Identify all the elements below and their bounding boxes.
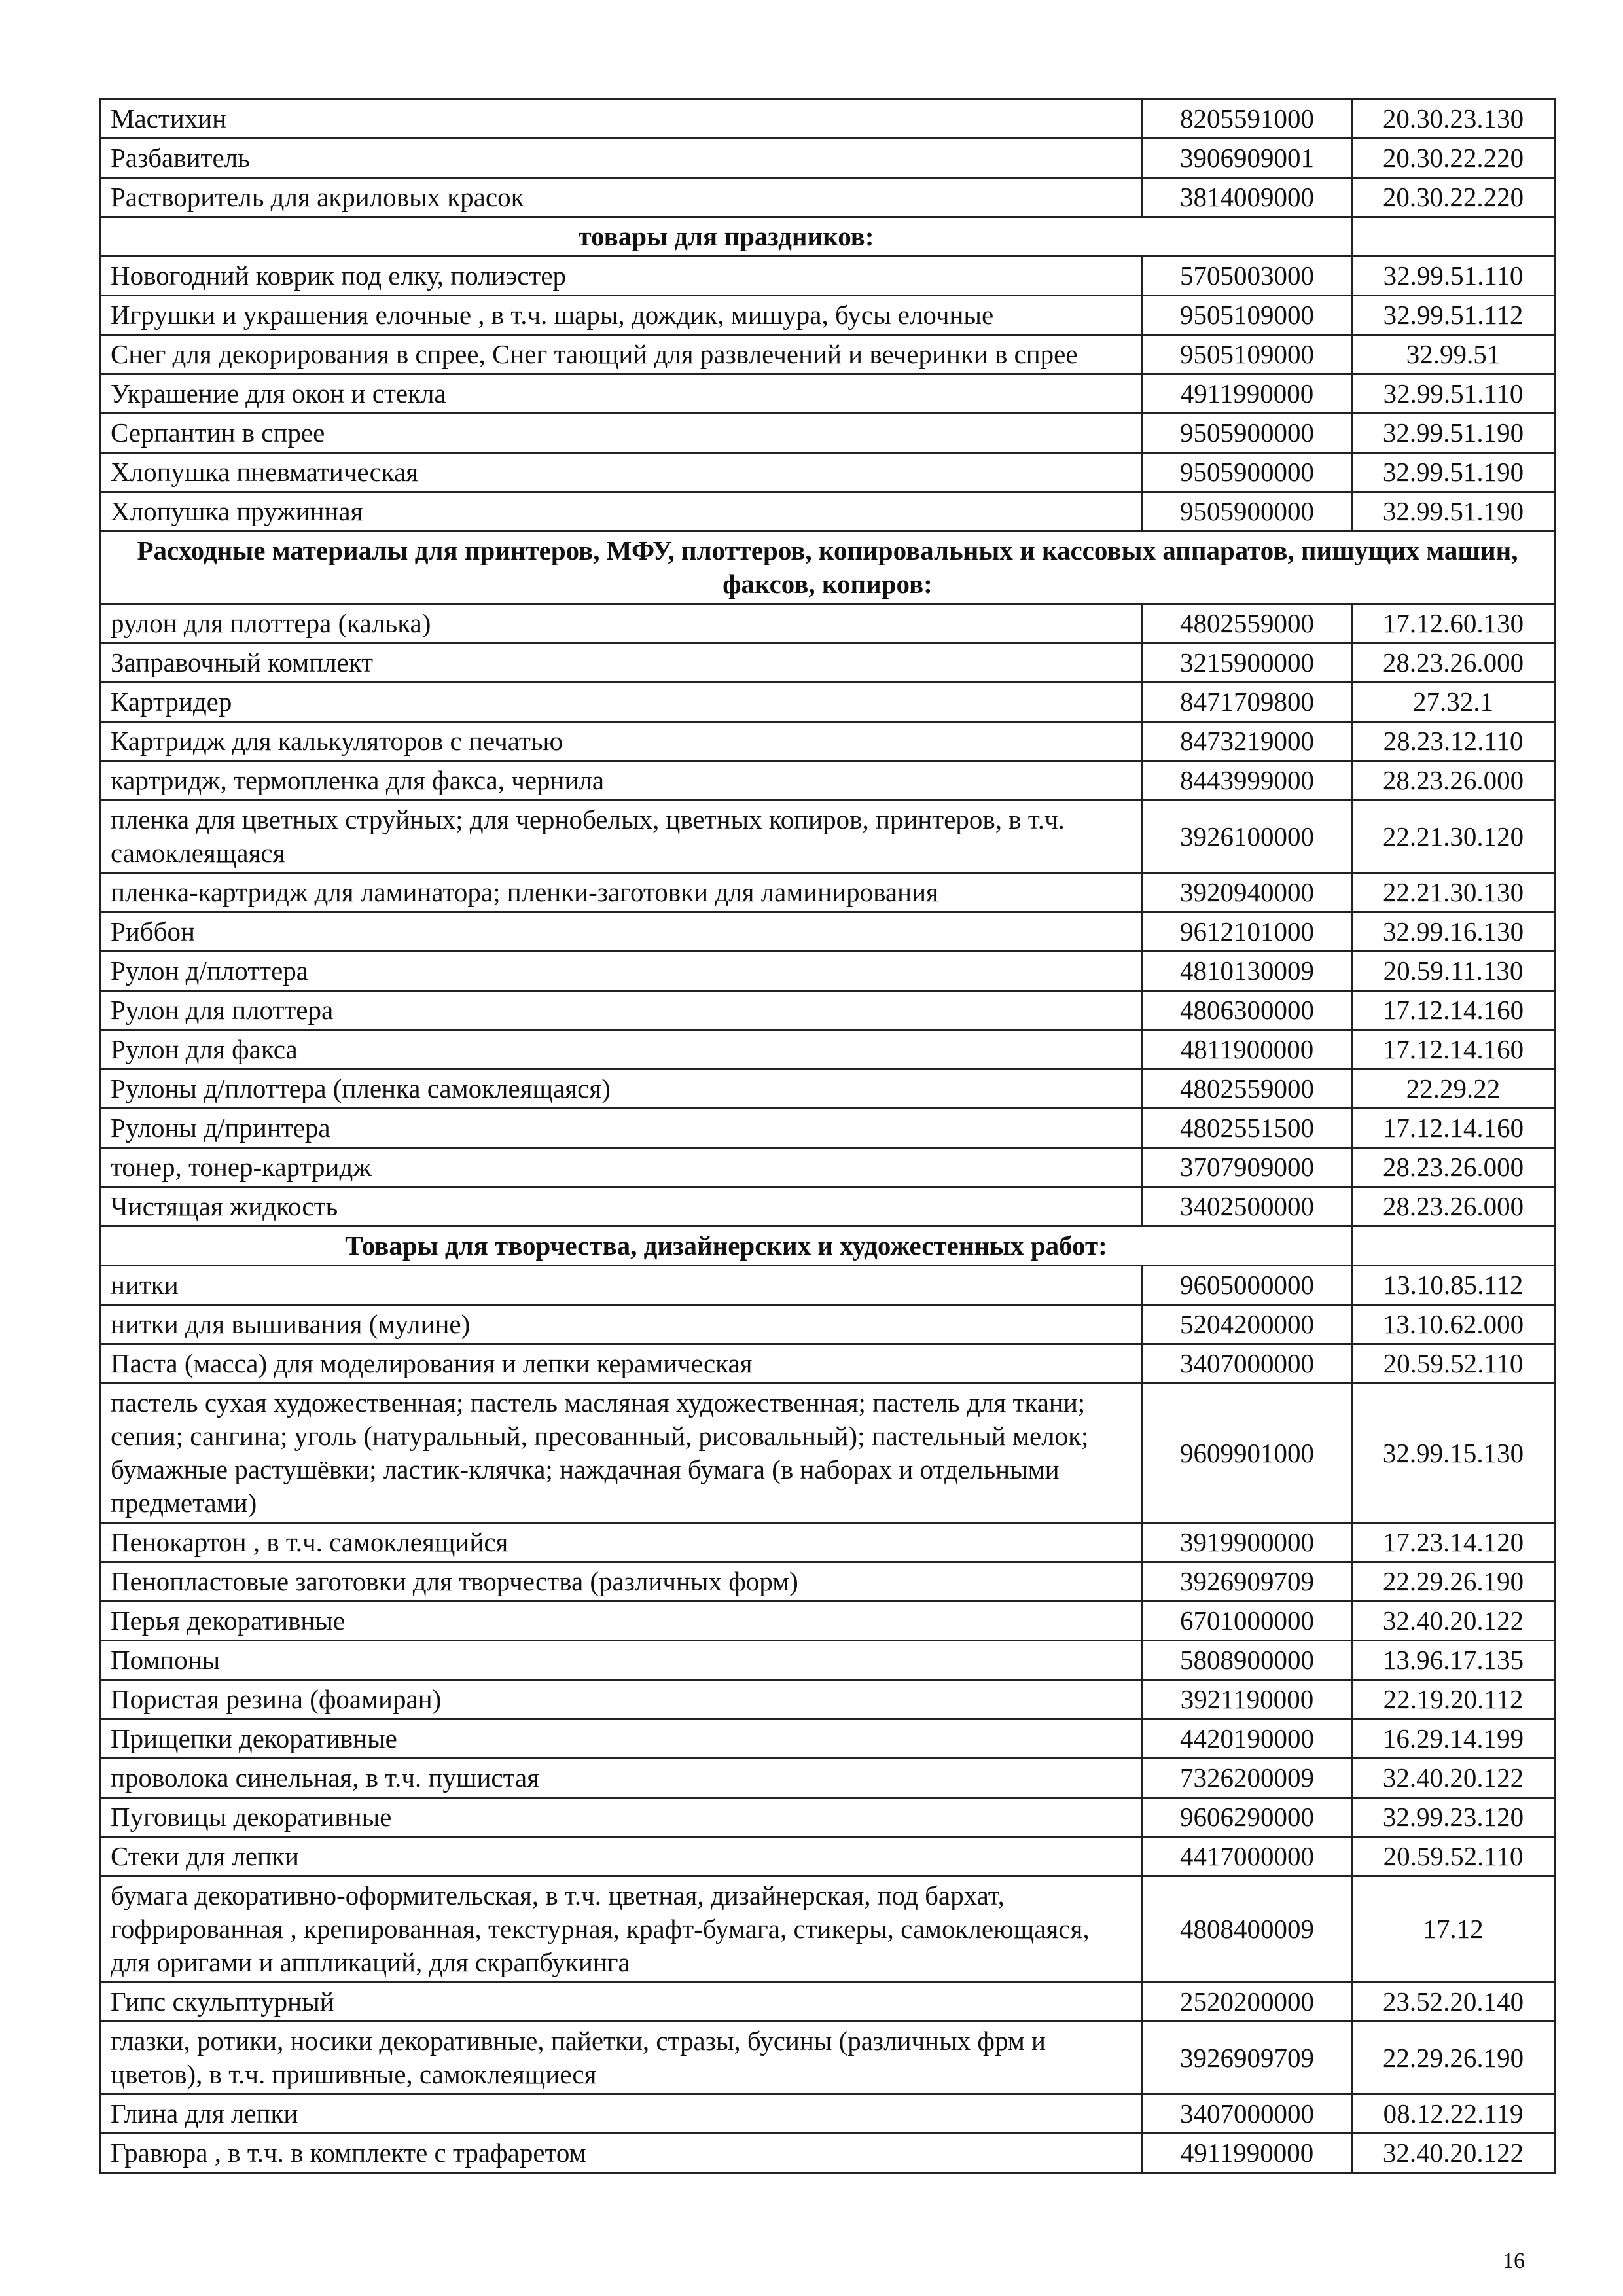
tn-ved-code-cell: 9505109000 bbox=[1143, 335, 1352, 374]
table-row bbox=[101, 1384, 1555, 1523]
item-name-cell: Мастихин bbox=[101, 99, 1143, 139]
item-name-cell: Глина для лепки bbox=[101, 2094, 1143, 2134]
table-row bbox=[101, 1837, 1555, 1876]
table-row bbox=[101, 99, 1555, 139]
okpd2-code-cell: 20.59.52.110 bbox=[1352, 1344, 1555, 1384]
okpd2-code-cell: 28.23.12.110 bbox=[1352, 722, 1555, 761]
goods-table bbox=[99, 98, 1556, 2174]
okpd2-code-cell: 17.12 bbox=[1352, 1876, 1555, 1982]
table-row bbox=[101, 2134, 1555, 2173]
tn-ved-code-cell: 8205591000 bbox=[1143, 99, 1352, 139]
table-row bbox=[101, 1266, 1555, 1305]
tn-ved-code-cell: 4811900000 bbox=[1143, 1030, 1352, 1069]
tn-ved-code-cell: 3215900000 bbox=[1143, 643, 1352, 683]
table-row bbox=[101, 1641, 1555, 1680]
table-row bbox=[101, 1798, 1555, 1837]
table-row bbox=[101, 2094, 1555, 2134]
item-name-cell: бумага декоративно-оформительская, в т.ч. цветная, дизайнерская, под бархат, гофрированная , крепированная, текстурная, крафт-бумага, стикеры, самоклеющаяся, для оригами и аппликаций, для скрапбукинга bbox=[101, 1876, 1143, 1982]
table-row bbox=[101, 952, 1555, 991]
item-name-cell: нитки bbox=[101, 1266, 1143, 1305]
tn-ved-code-cell: 9505900000 bbox=[1143, 453, 1352, 492]
table-row bbox=[101, 1602, 1555, 1641]
item-name-cell: Рулон для факса bbox=[101, 1030, 1143, 1069]
tn-ved-code-cell: 5705003000 bbox=[1143, 257, 1352, 296]
tn-ved-code-cell: 2520200000 bbox=[1143, 1982, 1352, 2022]
okpd2-code-cell: 20.30.23.130 bbox=[1352, 99, 1555, 139]
page-number: 16 bbox=[1503, 2249, 1525, 2273]
tn-ved-code-cell: 4808400009 bbox=[1143, 1876, 1352, 1982]
tn-ved-code-cell: 8471709800 bbox=[1143, 683, 1352, 722]
okpd2-code-cell: 22.29.26.190 bbox=[1352, 1562, 1555, 1602]
item-name-cell: Рулон д/плоттера bbox=[101, 952, 1143, 991]
item-name-cell: Заправочный комплект bbox=[101, 643, 1143, 683]
okpd2-code-cell: 32.40.20.122 bbox=[1352, 1759, 1555, 1798]
table-body bbox=[101, 99, 1555, 2173]
item-name-cell: Гипс скульптурный bbox=[101, 1982, 1143, 2022]
section-header-row bbox=[101, 217, 1555, 257]
okpd2-code-cell: 22.29.22 bbox=[1352, 1069, 1555, 1109]
okpd2-code-cell: 20.30.22.220 bbox=[1352, 178, 1555, 217]
okpd2-code-cell: 20.30.22.220 bbox=[1352, 139, 1555, 178]
tn-ved-code-cell: 3906909001 bbox=[1143, 139, 1352, 178]
okpd2-code-cell: 22.29.26.190 bbox=[1352, 2022, 1555, 2094]
table-row bbox=[101, 1523, 1555, 1562]
tn-ved-code-cell: 3926909709 bbox=[1143, 2022, 1352, 2094]
tn-ved-code-cell: 4810130009 bbox=[1143, 952, 1352, 991]
tn-ved-code-cell: 3814009000 bbox=[1143, 178, 1352, 217]
section-title: Расходные материалы для принтеров, МФУ, плоттеров, копировальных и кассовых аппаратов, пишущих машин, факсов, копиров: bbox=[101, 531, 1555, 604]
tn-ved-code-cell: 4802559000 bbox=[1143, 604, 1352, 643]
table-row bbox=[101, 683, 1555, 722]
table-row bbox=[101, 1562, 1555, 1602]
table-row bbox=[101, 1187, 1555, 1227]
tn-ved-code-cell: 4802559000 bbox=[1143, 1069, 1352, 1109]
table-row bbox=[101, 991, 1555, 1030]
tn-ved-code-cell: 8443999000 bbox=[1143, 761, 1352, 800]
item-name-cell: Риббон bbox=[101, 912, 1143, 952]
item-name-cell: Игрушки и украшения елочные , в т.ч. шары, дождик, мишура, бусы елочные bbox=[101, 296, 1143, 335]
okpd2-code-cell: 32.99.23.120 bbox=[1352, 1798, 1555, 1837]
item-name-cell: Пенокартон , в т.ч. самоклеящийся bbox=[101, 1523, 1143, 1562]
tn-ved-code-cell: 3407000000 bbox=[1143, 1344, 1352, 1384]
table-row bbox=[101, 1719, 1555, 1759]
table-row bbox=[101, 1759, 1555, 1798]
table-row bbox=[101, 604, 1555, 643]
item-name-cell: Стеки для лепки bbox=[101, 1837, 1143, 1876]
okpd2-code-cell: 17.12.14.160 bbox=[1352, 1109, 1555, 1148]
tn-ved-code-cell: 9606290000 bbox=[1143, 1798, 1352, 1837]
item-name-cell: Рулоны д/плоттера (пленка самоклеящаяся) bbox=[101, 1069, 1143, 1109]
okpd2-code-cell: 13.96.17.135 bbox=[1352, 1641, 1555, 1680]
okpd2-code-cell: 08.12.22.119 bbox=[1352, 2094, 1555, 2134]
okpd2-code-cell: 17.12.14.160 bbox=[1352, 991, 1555, 1030]
item-name-cell: пленка для цветных струйных; для чернобелых, цветных копиров, принтеров, в т.ч. самоклеящаяся bbox=[101, 800, 1143, 873]
okpd2-code-cell: 22.21.30.130 bbox=[1352, 873, 1555, 912]
okpd2-code-cell: 17.12.60.130 bbox=[1352, 604, 1555, 643]
tn-ved-code-cell: 5204200000 bbox=[1143, 1305, 1352, 1344]
section-header-row bbox=[101, 1227, 1555, 1266]
okpd2-code-cell: 20.59.52.110 bbox=[1352, 1837, 1555, 1876]
section-title: Товары для творчества, дизайнерских и художестенных работ: bbox=[101, 1227, 1352, 1266]
item-name-cell: тонер, тонер-картридж bbox=[101, 1148, 1143, 1187]
okpd2-code-cell: 27.32.1 bbox=[1352, 683, 1555, 722]
okpd2-code-cell: 16.29.14.199 bbox=[1352, 1719, 1555, 1759]
table-row bbox=[101, 1069, 1555, 1109]
okpd2-code-cell: 23.52.20.140 bbox=[1352, 1982, 1555, 2022]
tn-ved-code-cell: 8473219000 bbox=[1143, 722, 1352, 761]
tn-ved-code-cell: 3407000000 bbox=[1143, 2094, 1352, 2134]
tn-ved-code-cell: 9612101000 bbox=[1143, 912, 1352, 952]
okpd2-code-cell: 32.99.51.112 bbox=[1352, 296, 1555, 335]
okpd2-code-cell: 32.99.51.110 bbox=[1352, 257, 1555, 296]
item-name-cell: пленка-картридж для ламинатора; пленки-заготовки для ламинирования bbox=[101, 873, 1143, 912]
empty-cell bbox=[1352, 1227, 1555, 1266]
table-row bbox=[101, 1305, 1555, 1344]
table-row bbox=[101, 1030, 1555, 1069]
okpd2-code-cell: 32.40.20.122 bbox=[1352, 1602, 1555, 1641]
okpd2-code-cell: 32.99.51 bbox=[1352, 335, 1555, 374]
okpd2-code-cell: 28.23.26.000 bbox=[1352, 761, 1555, 800]
tn-ved-code-cell: 4911990000 bbox=[1143, 2134, 1352, 2173]
table-row bbox=[101, 2022, 1555, 2094]
item-name-cell: Паста (масса) для моделирования и лепки керамическая bbox=[101, 1344, 1143, 1384]
tn-ved-code-cell: 3402500000 bbox=[1143, 1187, 1352, 1227]
okpd2-code-cell: 22.19.20.112 bbox=[1352, 1680, 1555, 1719]
table-row bbox=[101, 374, 1555, 414]
item-name-cell: Хлопушка пневматическая bbox=[101, 453, 1143, 492]
item-name-cell: Перья декоративные bbox=[101, 1602, 1143, 1641]
tn-ved-code-cell: 3707909000 bbox=[1143, 1148, 1352, 1187]
item-name-cell: нитки для вышивания (мулине) bbox=[101, 1305, 1143, 1344]
item-name-cell: Пенопластовые заготовки для творчества (различных форм) bbox=[101, 1562, 1143, 1602]
item-name-cell: проволока синельная, в т.ч. пушистая bbox=[101, 1759, 1143, 1798]
table-row bbox=[101, 414, 1555, 453]
item-name-cell: Картридж для калькуляторов с печатью bbox=[101, 722, 1143, 761]
item-name-cell: Гравюра , в т.ч. в комплекте с трафаретом bbox=[101, 2134, 1143, 2173]
tn-ved-code-cell: 9505900000 bbox=[1143, 414, 1352, 453]
table-row bbox=[101, 912, 1555, 952]
item-name-cell: Прищепки декоративные bbox=[101, 1719, 1143, 1759]
table-row bbox=[101, 453, 1555, 492]
table-row bbox=[101, 800, 1555, 873]
tn-ved-code-cell: 9505900000 bbox=[1143, 492, 1352, 531]
table-row bbox=[101, 722, 1555, 761]
table-row bbox=[101, 1109, 1555, 1148]
okpd2-code-cell: 17.23.14.120 bbox=[1352, 1523, 1555, 1562]
item-name-cell: Помпоны bbox=[101, 1641, 1143, 1680]
okpd2-code-cell: 32.99.51.190 bbox=[1352, 414, 1555, 453]
table-row bbox=[101, 178, 1555, 217]
table-row bbox=[101, 873, 1555, 912]
okpd2-code-cell: 32.99.51.190 bbox=[1352, 453, 1555, 492]
empty-cell bbox=[1352, 217, 1555, 257]
okpd2-code-cell: 17.12.14.160 bbox=[1352, 1030, 1555, 1069]
item-name-cell: глазки, ротики, носики декоративные, пайетки, стразы, бусины (различных фрм и цветов), в т.ч. пришивные, самоклеящиеся bbox=[101, 2022, 1143, 2094]
okpd2-code-cell: 22.21.30.120 bbox=[1352, 800, 1555, 873]
item-name-cell: Серпантин в спрее bbox=[101, 414, 1143, 453]
tn-ved-code-cell: 9605000000 bbox=[1143, 1266, 1352, 1305]
okpd2-code-cell: 28.23.26.000 bbox=[1352, 643, 1555, 683]
tn-ved-code-cell: 4802551500 bbox=[1143, 1109, 1352, 1148]
tn-ved-code-cell: 3926100000 bbox=[1143, 800, 1352, 873]
item-name-cell: Чистящая жидкость bbox=[101, 1187, 1143, 1227]
tn-ved-code-cell: 9505109000 bbox=[1143, 296, 1352, 335]
item-name-cell: Пористая резина (фоамиран) bbox=[101, 1680, 1143, 1719]
okpd2-code-cell: 28.23.26.000 bbox=[1352, 1148, 1555, 1187]
okpd2-code-cell: 13.10.85.112 bbox=[1352, 1266, 1555, 1305]
item-name-cell: Картридер bbox=[101, 683, 1143, 722]
okpd2-code-cell: 28.23.26.000 bbox=[1352, 1187, 1555, 1227]
tn-ved-code-cell: 4911990000 bbox=[1143, 374, 1352, 414]
table-row bbox=[101, 139, 1555, 178]
item-name-cell: Пуговицы декоративные bbox=[101, 1798, 1143, 1837]
table-row bbox=[101, 1982, 1555, 2022]
tn-ved-code-cell: 3926909709 bbox=[1143, 1562, 1352, 1602]
item-name-cell: Хлопушка пружинная bbox=[101, 492, 1143, 531]
item-name-cell: Украшение для окон и стекла bbox=[101, 374, 1143, 414]
section-title: товары для праздников: bbox=[101, 217, 1352, 257]
table-row bbox=[101, 1344, 1555, 1384]
table-row bbox=[101, 1876, 1555, 1982]
okpd2-code-cell: 32.40.20.122 bbox=[1352, 2134, 1555, 2173]
tn-ved-code-cell: 3921190000 bbox=[1143, 1680, 1352, 1719]
tn-ved-code-cell: 3919900000 bbox=[1143, 1523, 1352, 1562]
item-name-cell: Рулон для плоттера bbox=[101, 991, 1143, 1030]
item-name-cell: Снег для декорирования в спрее, Снег тающий для развлечений и вечеринки в спрее bbox=[101, 335, 1143, 374]
section-header-row bbox=[101, 531, 1555, 604]
item-name-cell: Рулоны д/принтера bbox=[101, 1109, 1143, 1148]
okpd2-code-cell: 20.59.11.130 bbox=[1352, 952, 1555, 991]
okpd2-code-cell: 32.99.51.110 bbox=[1352, 374, 1555, 414]
tn-ved-code-cell: 9609901000 bbox=[1143, 1384, 1352, 1523]
okpd2-code-cell: 32.99.15.130 bbox=[1352, 1384, 1555, 1523]
okpd2-code-cell: 32.99.16.130 bbox=[1352, 912, 1555, 952]
tn-ved-code-cell: 4806300000 bbox=[1143, 991, 1352, 1030]
item-name-cell: Растворитель для акриловых красок bbox=[101, 178, 1143, 217]
tn-ved-code-cell: 4417000000 bbox=[1143, 1837, 1352, 1876]
table-row bbox=[101, 257, 1555, 296]
table-row bbox=[101, 643, 1555, 683]
table-row bbox=[101, 1680, 1555, 1719]
okpd2-code-cell: 32.99.51.190 bbox=[1352, 492, 1555, 531]
tn-ved-code-cell: 6701000000 bbox=[1143, 1602, 1352, 1641]
item-name-cell: рулон для плоттера (калька) bbox=[101, 604, 1143, 643]
table-row bbox=[101, 492, 1555, 531]
item-name-cell: пастель сухая художественная; пастель масляная художественная; пастель для ткани; сепия; сангина; уголь (натуральный, пресованный, рисовальный); пастельный мелок; бумажные растушёвки; ластик-клячка; наждачная бумага (в наборах и отдельными предметами) bbox=[101, 1384, 1143, 1523]
tn-ved-code-cell: 4420190000 bbox=[1143, 1719, 1352, 1759]
table-row bbox=[101, 335, 1555, 374]
table-row bbox=[101, 296, 1555, 335]
item-name-cell: Разбавитель bbox=[101, 139, 1143, 178]
okpd2-code-cell: 13.10.62.000 bbox=[1352, 1305, 1555, 1344]
tn-ved-code-cell: 3920940000 bbox=[1143, 873, 1352, 912]
item-name-cell: картридж, термопленка для факса, чернила bbox=[101, 761, 1143, 800]
tn-ved-code-cell: 7326200009 bbox=[1143, 1759, 1352, 1798]
table-row bbox=[101, 761, 1555, 800]
item-name-cell: Новогодний коврик под елку, полиэстер bbox=[101, 257, 1143, 296]
table-row bbox=[101, 1148, 1555, 1187]
tn-ved-code-cell: 5808900000 bbox=[1143, 1641, 1352, 1680]
